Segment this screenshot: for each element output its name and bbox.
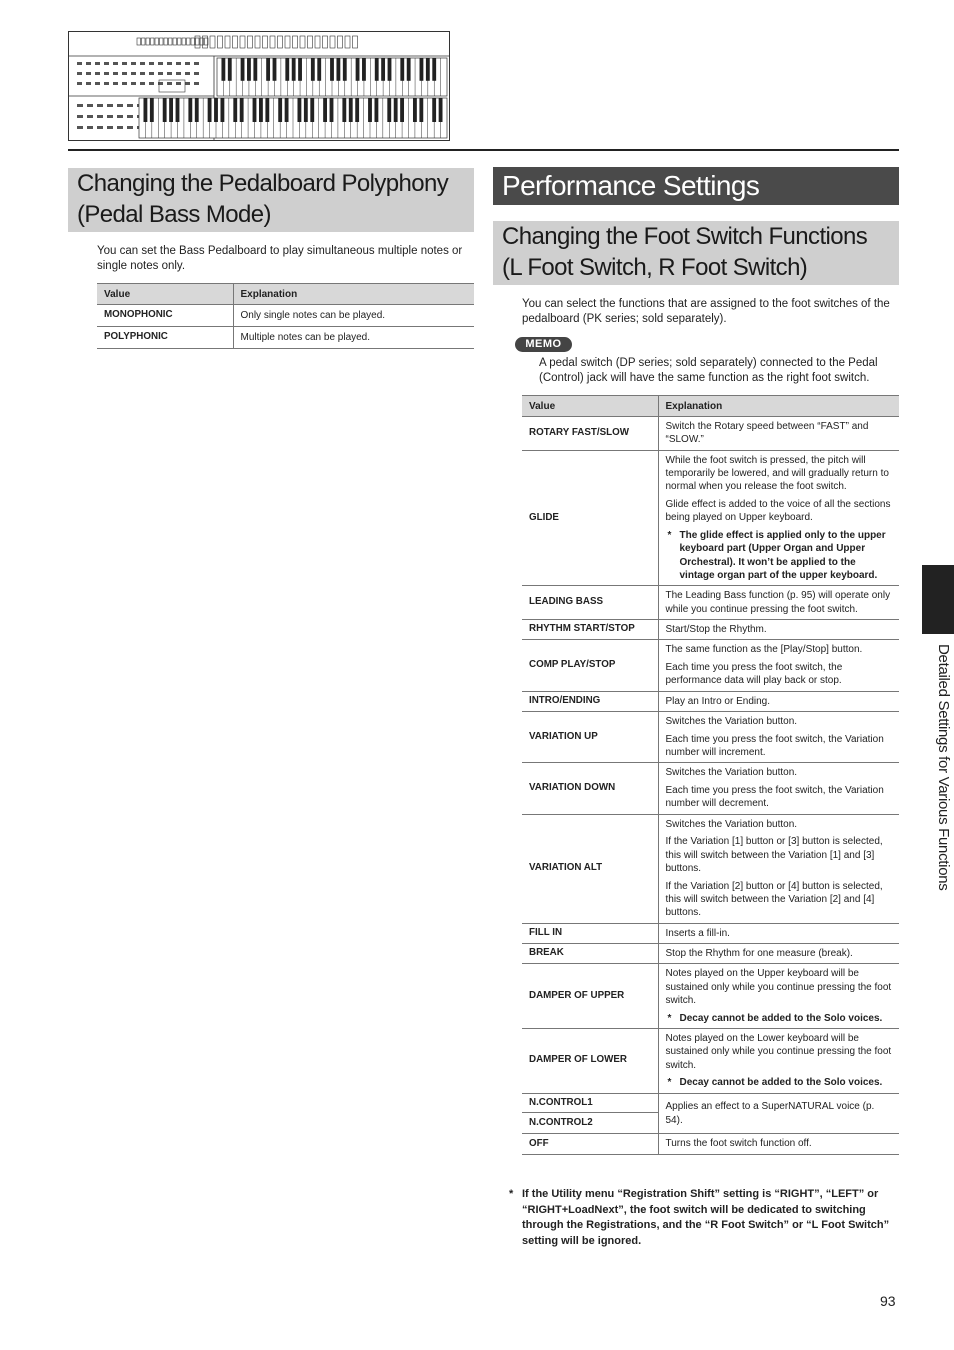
- pedal-bass-table: [97, 283, 474, 349]
- value-cell: BREAK: [522, 944, 658, 964]
- table-row: [522, 1028, 899, 1093]
- explanation-line: Notes played on the Lower keyboard will be sustained only while you continue pressing the foot switch.: [665, 1032, 892, 1071]
- column-header-explanation: Explanation: [658, 396, 899, 417]
- explanation-cell: [658, 1093, 899, 1134]
- value-cell: DAMPER OF UPPER: [522, 964, 658, 1029]
- explanation-line: If the Variation [2] button or [4] button is selected, this will switch between the Variation [2] and [4] buttons.: [665, 880, 883, 919]
- table-row: [522, 1134, 899, 1154]
- explanation-line: Applies an effect to a SuperNATURAL voice (p. 54).: [665, 1101, 875, 1126]
- value-cell: COMP PLAY/STOP: [522, 640, 658, 691]
- explanation-cell: [658, 691, 899, 711]
- explanation-line: Switches the Variation button.: [665, 818, 798, 830]
- value-cell: OFF: [522, 1134, 658, 1154]
- explanation-line: Inserts a fill-in.: [665, 927, 730, 939]
- side-label-text: Detailed Settings for Various Functions: [935, 644, 952, 891]
- organ-diagram-icon: [69, 32, 449, 140]
- foot-switch-intro: You can select the functions that are assigned to the foot switches of the pedalboard (PK series; sold separately).: [522, 298, 890, 325]
- explanation-cell: [658, 1134, 899, 1154]
- value-cell: RHYTHM START/STOP: [522, 619, 658, 639]
- explanation-cell: [658, 450, 899, 586]
- value-cell: MONOPHONIC: [97, 305, 233, 327]
- table-row: [522, 586, 899, 620]
- value-cell: DAMPER OF LOWER: [522, 1028, 658, 1093]
- table-row: [522, 814, 899, 923]
- explanation-cell: [658, 964, 899, 1029]
- note-star: *: [667, 1077, 672, 1089]
- explanation-line: The Leading Bass function (p. 95) will operate only while you continue pressing the foot switch.: [665, 590, 891, 615]
- foot-switch-table: [522, 395, 899, 1155]
- explanation-cell: [658, 586, 899, 620]
- value-cell: N.CONTROL2: [522, 1113, 658, 1134]
- explanation-cell: [658, 711, 899, 762]
- explanation-line: Switches the Variation button.: [665, 767, 798, 779]
- column-header-explanation: Explanation: [233, 284, 474, 305]
- explanation-cell: [658, 814, 899, 923]
- explanation-line: Switch the Rotary speed between “FAST” and “SLOW.”: [665, 421, 869, 446]
- heading-line: Changing the Pedalboard Polyphony: [77, 170, 449, 197]
- explanation-note: [666, 529, 893, 582]
- table-row: [522, 450, 899, 586]
- note-star: *: [509, 1188, 514, 1200]
- explanation-line: Glide effect is added to the voice of all the sections being played on Upper keyboard.: [665, 498, 891, 524]
- explanation-line: Turns the foot switch function off.: [665, 1138, 812, 1150]
- header-rule: [68, 149, 899, 151]
- value-cell: INTRO/ENDING: [522, 691, 658, 711]
- value-cell: FILL IN: [522, 923, 658, 943]
- explanation-note: [666, 1076, 893, 1089]
- explanation-line: Switches the Variation button.: [665, 715, 798, 727]
- explanation-line: While the foot switch is pressed, the pitch will temporarily be lowered, and will gradually return to normal when you release the foot switch.: [665, 454, 889, 493]
- note-text: The glide effect is applied only to the upper keyboard part (Upper Organ and Upper Orchestral). It won’t be applied to the vintage organ part of the upper keyboard.: [679, 530, 886, 581]
- column-header-value: Value: [522, 396, 658, 417]
- explanation-line: Each time you press the foot switch, the Variation number will decrement.: [665, 785, 884, 810]
- value-cell: POLYPHONIC: [97, 327, 233, 349]
- explanation-line: If the Variation [1] button or [3] button is selected, this will switch between the Variation [1] and [3] buttons.: [665, 836, 883, 875]
- explanation-line: The same function as the [Play/Stop] button.: [665, 644, 863, 656]
- heading-line: Changing the Foot Switch Functions: [502, 223, 868, 250]
- table-row: [97, 305, 474, 327]
- value-cell: ROTARY FAST/SLOW: [522, 417, 658, 451]
- page-number: 93: [880, 1293, 896, 1309]
- explanation-cell: [658, 417, 899, 451]
- table-row: [522, 711, 899, 762]
- explanation-cell: Only single notes can be played.: [233, 305, 474, 327]
- explanation-cell: [658, 619, 899, 639]
- table-row: [522, 691, 899, 711]
- instrument-panel-illustration: [68, 31, 450, 141]
- explanation-line: Start/Stop the Rhythm.: [665, 623, 767, 635]
- memo-text: A pedal switch (DP series; sold separately) connected to the Pedal (Control) jack will have the same function as the right foot switch.: [539, 357, 878, 384]
- explanation-line: Notes played on the Upper keyboard will be sustained only while you continue pressing the foot switch.: [665, 968, 892, 1006]
- explanation-cell: [658, 763, 899, 814]
- registration-shift-footnote: [509, 1187, 901, 1250]
- table-row: [522, 640, 899, 691]
- value-cell: VARIATION DOWN: [522, 763, 658, 814]
- table-row: [522, 763, 899, 814]
- table-row: [522, 944, 899, 964]
- column-header-value: Value: [97, 284, 233, 305]
- value-cell: LEADING BASS: [522, 586, 658, 620]
- explanation-cell: [658, 1028, 899, 1093]
- chapter-side-label: [935, 644, 953, 909]
- memo-badge: MEMO: [515, 337, 572, 352]
- explanation-cell: [658, 944, 899, 964]
- foot-switch-heading: [493, 221, 899, 285]
- note-text: Decay cannot be added to the Solo voices.: [679, 1077, 883, 1089]
- note-text: Decay cannot be added to the Solo voices.: [679, 1012, 883, 1024]
- pedal-bass-intro: You can set the Bass Pedalboard to play simultaneous multiple notes or single notes only.: [97, 245, 463, 272]
- explanation-note: [666, 1012, 893, 1025]
- table-row: [522, 417, 899, 451]
- table-row: [97, 327, 474, 349]
- explanation-cell: [658, 640, 899, 691]
- heading-line: (L Foot Switch, R Foot Switch): [502, 254, 808, 281]
- chapter-tab-marker: [922, 565, 954, 634]
- explanation-line: Each time you press the foot switch, the Variation number will increment.: [665, 733, 884, 758]
- value-cell: VARIATION ALT: [522, 814, 658, 923]
- note-star: *: [667, 530, 672, 542]
- table-row: [522, 964, 899, 1029]
- explanation-line: Play an Intro or Ending.: [665, 695, 771, 707]
- table-row: [522, 619, 899, 639]
- chapter-title: Performance Settings: [493, 167, 899, 205]
- note-star: *: [667, 1012, 672, 1024]
- table-row: [522, 1093, 899, 1113]
- value-cell: N.CONTROL1: [522, 1093, 658, 1113]
- table-row: [522, 923, 899, 943]
- value-cell: VARIATION UP: [522, 711, 658, 762]
- value-cell: GLIDE: [522, 450, 658, 586]
- heading-line: (Pedal Bass Mode): [77, 201, 271, 228]
- footnote-text: If the Utility menu “Registration Shift” setting is “RIGHT”, “LEFT” or “RIGHT+LoadNext”, the foot switch will be dedicated to switching through the Registrations, and the “R Foot Switch” or “L Foot Switch” setting will be ignored.: [522, 1188, 890, 1248]
- explanation-cell: Multiple notes can be played.: [233, 327, 474, 349]
- explanation-line: Stop the Rhythm for one measure (break).: [665, 948, 853, 959]
- explanation-cell: [658, 923, 899, 943]
- pedal-bass-mode-heading: [68, 168, 474, 232]
- explanation-line: Each time you press the foot switch, the performance data will play back or stop.: [665, 661, 843, 687]
